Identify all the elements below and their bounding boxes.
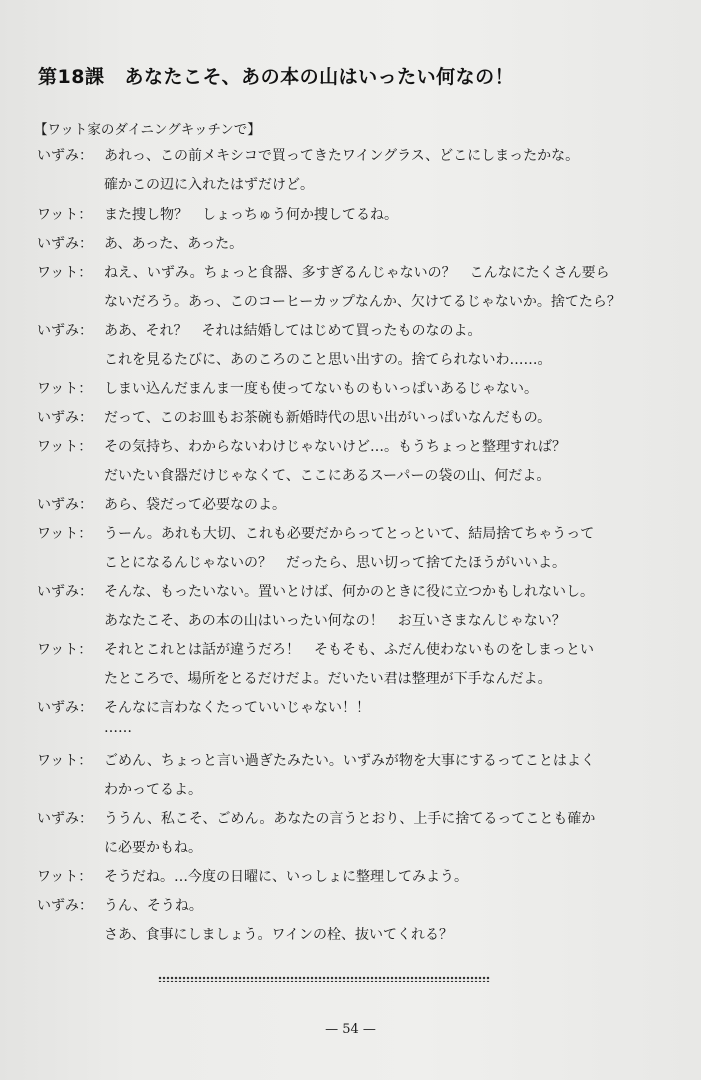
speech-text: そんなに言わなくたっていいじゃない！！ bbox=[104, 700, 370, 716]
speech-text: それとこれとは話が違うだろ！ そもそも、ふだん使わないものをしまっとい bbox=[104, 642, 594, 658]
decorative-divider bbox=[158, 976, 490, 982]
speech-text: うん、そうね。 bbox=[104, 898, 203, 914]
speech-text: そうだね。…今度の日曜に、いっしょに整理してみよう。 bbox=[104, 869, 468, 885]
speech-text: あ、あった、あった。 bbox=[104, 236, 244, 252]
speaker-label: いずみ： bbox=[37, 148, 93, 164]
speech-text: ううん、私こそ、ごめん。あなたの言うとおり、上手に捨てるってことも確か bbox=[104, 811, 596, 827]
speaker-label: いずみ： bbox=[37, 811, 93, 827]
speech-text: 確かこの辺に入れたはずだけど。 bbox=[104, 177, 314, 193]
page-number: — 54 — bbox=[325, 1022, 376, 1037]
speaker-label: ワット： bbox=[37, 869, 93, 885]
speech-text: しまい込んだまんま一度も使ってないものもいっぱいあるじゃない。 bbox=[104, 381, 538, 397]
speaker-label: いずみ： bbox=[37, 700, 93, 716]
speech-text: また捜し物？ しょっちゅう何か捜してるね。 bbox=[104, 207, 398, 223]
speech-text: あら、袋だって必要なのよ。 bbox=[104, 497, 286, 513]
speaker-label: ワット： bbox=[37, 381, 93, 397]
lesson-title bbox=[38, 62, 514, 89]
lesson-number: 第18課 bbox=[38, 66, 105, 88]
speech-text: ねえ、いずみ。ちょっと食器、多すぎるんじゃないの？ こんなにたくさん要ら bbox=[104, 265, 610, 281]
speech-text: うーん。あれも大切、これも必要だからってとっといて、結局捨てちゃうって bbox=[104, 526, 595, 542]
speaker-label: ワット： bbox=[37, 207, 93, 223]
speaker-label: ワット： bbox=[37, 265, 93, 281]
speaker-label: いずみ： bbox=[37, 410, 93, 426]
speech-text: あれっ、この前メキシコで買ってきたワイングラス、どこにしまったかな。 bbox=[104, 148, 580, 164]
speaker-label: ワット： bbox=[37, 439, 93, 455]
speech-text: これを見るたびに、あのころのこと思い出すの。捨てられないわ……。 bbox=[104, 352, 552, 368]
speech-text: に必要かもね。 bbox=[104, 840, 202, 856]
speaker-label: いずみ： bbox=[37, 584, 93, 600]
speech-text: だいたい食器だけじゃなくて、ここにあるスーパーの袋の山、何だよ。 bbox=[104, 468, 551, 484]
speaker-label: いずみ： bbox=[37, 898, 93, 914]
speech-text: ごめん、ちょっと言い過ぎたみたい。いずみが物を大事にするってことはよく bbox=[104, 753, 595, 769]
lesson-title-text: あなたこそ、あの本の山はいったい何なの！ bbox=[124, 66, 515, 88]
speech-text: わかってるよ。 bbox=[104, 782, 202, 798]
speaker-label: いずみ： bbox=[37, 497, 93, 513]
speech-text: だって、このお皿もお茶碗も新婚時代の思い出がいっぱいなんだもの。 bbox=[104, 410, 552, 426]
speech-text: ああ、それ？ それは結婚してはじめて買ったものなのよ。 bbox=[104, 323, 482, 339]
speaker-label: ワット： bbox=[37, 753, 93, 769]
speech-text: ことになるんじゃないの？ だったら、思い切って捨てたほうがいいよ。 bbox=[104, 555, 566, 571]
speech-text: そんな、もったいない。置いとけば、何かのときに役に立つかもしれないし。 bbox=[104, 584, 594, 600]
speech-text: たところで、場所をとるだけだよ。だいたい君は整理が下手なんだよ。 bbox=[104, 671, 552, 687]
speaker-label: ワット： bbox=[37, 526, 93, 542]
speaker-label: ワット： bbox=[37, 642, 93, 658]
speaker-label: いずみ： bbox=[37, 236, 93, 252]
speech-text: その気持ち、わからないわけじゃないけど…。もうちょっと整理すれば？ bbox=[104, 439, 566, 455]
speech-text: ないだろう。あっ、このコーヒーカップなんか、欠けてるじゃないか。捨てたら？ bbox=[104, 294, 621, 310]
speech-text: …… bbox=[104, 720, 132, 736]
speech-text: あなたこそ、あの本の山はいったい何なの！ お互いさまなんじゃない？ bbox=[104, 613, 566, 629]
scene-setting: 【ワット家のダイニングキッチンで】 bbox=[34, 122, 261, 138]
speaker-label: いずみ： bbox=[37, 323, 93, 339]
speech-text: さあ、食事にしましょう。ワインの栓、抜いてくれる？ bbox=[104, 927, 454, 943]
